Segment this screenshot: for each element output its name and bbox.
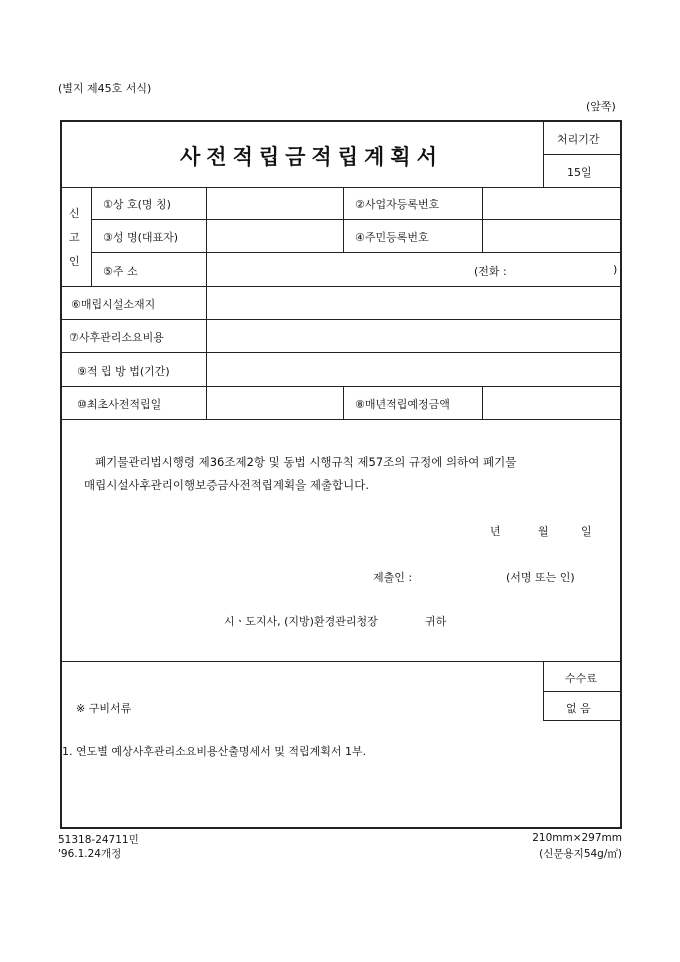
site-location-field[interactable] [208, 288, 619, 318]
page-side-label: (앞쪽) [586, 100, 616, 113]
aftercare-cost-field[interactable] [208, 321, 619, 351]
annual-reserve-amount-label: ⑧매년적립예정금액 [355, 398, 450, 411]
first-reserve-date-field[interactable] [208, 388, 342, 418]
addressee: 시ㆍ도지사, (지방)환경관리청장 [224, 615, 378, 628]
representative-field[interactable] [208, 221, 342, 251]
date-month-label: 월 [538, 525, 549, 538]
resident-number-label: ④주민등록번호 [355, 231, 429, 244]
business-name-field[interactable] [208, 189, 342, 218]
reserve-method-field[interactable] [208, 354, 619, 385]
resident-number-field[interactable] [484, 221, 619, 251]
business-reg-number-field[interactable] [484, 189, 619, 218]
address-label: ⑤주 소 [103, 265, 138, 278]
fee-value: 없 음 [566, 702, 591, 715]
reserve-method-label: ⑨적 립 방 법(기간) [77, 365, 170, 378]
document-title: 사전적립금적립계획서 [180, 144, 443, 169]
applicant-group-label-3: 인 [69, 255, 80, 268]
date-year-label: 년 [490, 525, 501, 538]
form-reference: (별지 제45호 서식) [58, 82, 152, 95]
aftercare-cost-label: ⑦사후관리소요비용 [69, 331, 164, 344]
required-document-item-1: 1. 연도별 예상사후관리소요비용산출명세서 및 적립계획서 1부. [62, 745, 367, 758]
phone-close-paren: ) [613, 263, 618, 276]
applicant-group-label-1: 신 [69, 207, 80, 220]
form-code: 51318-24711민 [58, 834, 139, 846]
submitter-label: 제출인 : [373, 571, 413, 584]
business-reg-number-label: ②사업자등록번호 [355, 198, 440, 211]
processing-period-value: 15일 [567, 166, 592, 179]
statement-line-2: 매립시설사후관리이행보증금사전적립계획을 제출합니다. [84, 478, 370, 492]
signature-label: (서명 또는 인) [506, 571, 575, 584]
date-day-label: 일 [581, 525, 592, 538]
site-location-label: ⑥매립시설소재지 [71, 298, 156, 311]
annual-reserve-amount-field[interactable] [484, 388, 619, 418]
required-documents-heading: ※ 구비서류 [76, 702, 132, 715]
phone-label: (전화 : [474, 265, 507, 278]
paper-size: 210mm×297mm [532, 832, 622, 844]
applicant-group-label-2: 고 [69, 231, 80, 244]
fee-label: 수수료 [565, 672, 597, 685]
revision-date: '96.1.24개정 [58, 848, 122, 860]
address-field[interactable] [208, 254, 468, 285]
first-reserve-date-label: ⑩최초사전적립일 [77, 398, 162, 411]
paper-type: (신문용지54g/㎡) [539, 848, 622, 860]
business-name-label: ①상 호(명 칭) [103, 198, 171, 211]
processing-period-label: 처리기간 [557, 133, 600, 146]
representative-label: ③성 명(대표자) [103, 231, 179, 244]
addressee-honorific: 귀하 [425, 615, 447, 628]
statement-line-1: 폐기물관리법시행령 제36조제2항 및 동법 시행규칙 제57조의 규정에 의하여 폐기물 [95, 455, 517, 469]
